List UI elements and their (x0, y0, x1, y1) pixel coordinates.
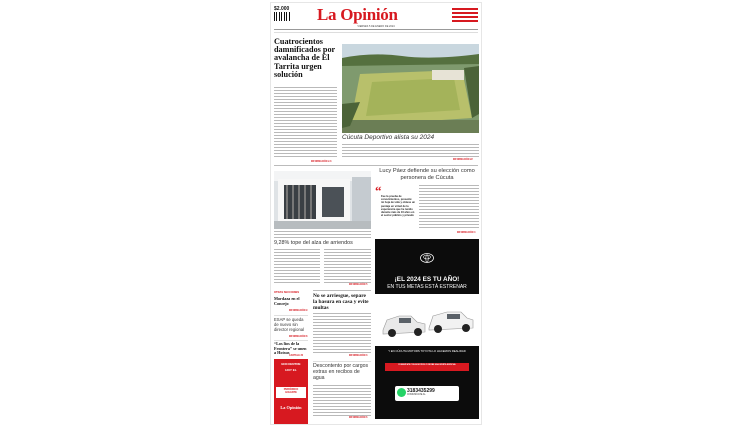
sidebar-item-more-link[interactable]: INFORMACIÓN 8 (289, 336, 308, 338)
whatsapp-icon (397, 388, 406, 397)
newspaper-logo: La Opinión (317, 5, 398, 24)
stadium-photo[interactable] (342, 44, 479, 133)
toyota-advertisement[interactable] (375, 239, 479, 419)
ad-title: ¡EL 2024 ES TU AÑO! (394, 276, 460, 283)
sidebar-divider (274, 315, 308, 316)
water-body-text (313, 385, 371, 417)
pickup-trucks-graphic (375, 294, 479, 346)
photo-caption[interactable]: Cúcuta Deportivo alista su 2024 (342, 134, 435, 141)
toyota-logo-icon (420, 253, 434, 263)
rent-headline[interactable]: 9,28% tope del alza de arriendos (274, 240, 353, 246)
masthead-divider (274, 29, 478, 30)
trash-body-text (313, 313, 371, 354)
story-divider (313, 290, 371, 291)
social-links-icon (452, 16, 478, 18)
sidebar-item-more-link[interactable]: CARTELE 30 (289, 355, 304, 357)
trash-headline[interactable]: No se arriesgue, separe la basura en casa y evite multas (313, 293, 369, 311)
sidebar-item-esap[interactable]: ESAP se queda de nuevo sin director regional (274, 317, 305, 332)
promo-line1: ENCUENTRE (281, 362, 301, 366)
sidebar-item-frontera[interactable]: “Los líos de la Frontera” se unen a Hotsus (274, 341, 307, 356)
rent-body-col1 (274, 249, 320, 283)
rent-body-col2 (324, 249, 371, 283)
lucy-body-text (419, 185, 479, 229)
ad-subtitle: EN TUS METAS ESTÁ ESTRENAR (387, 284, 467, 290)
promo-logo: La Opinión (280, 405, 302, 410)
story-divider (313, 361, 371, 362)
lucy-more-link[interactable]: INFORMACIÓN 4 (457, 232, 476, 234)
lead-headline[interactable]: Cuatrocientos damnificados por avalancha de El Tarrita urgen solución (274, 37, 336, 79)
quote-icon: “ (375, 183, 382, 198)
trash-more-link[interactable]: INFORMACIÓN 3 (349, 355, 368, 357)
promo-strip (276, 387, 306, 398)
ad-call-box[interactable] (395, 386, 459, 401)
stadium-photo-graphic (342, 44, 479, 133)
sidebar-item-mordaza[interactable]: Mordaza en el Concejo (274, 296, 300, 306)
section-divider (274, 165, 478, 166)
lucy-headline[interactable]: Lucy Páez defiende su elección como personera de Cúcuta (379, 168, 475, 181)
sidebar-section-label: OTRAS SECCIONES (274, 291, 300, 294)
promo-line2: HOY EL (285, 368, 297, 372)
price-label: $2.000 (274, 6, 290, 12)
sidebar-item-more-link[interactable]: INFORMACIÓN 9 (289, 310, 308, 312)
ad-body-text: Y EN CÚCUTA MOTORS TOYOTA LO HACEMOS REALIDAD (388, 349, 466, 353)
photo-caption-text (342, 144, 479, 157)
newspaper-front-page (270, 2, 482, 425)
building-photo-graphic (274, 171, 371, 229)
lucy-quote: Fue la prueba de conocimientos, presenté mi hoja de vida y obtuve un puntaje en virtud de la experiencia que he tenido durante más de 16 años en el sector público y privado (381, 195, 416, 218)
water-more-link[interactable]: INFORMACIÓN 6 (349, 417, 368, 419)
ad-vehicle-panel (375, 294, 479, 346)
social-links-icon (452, 12, 478, 14)
photo-more-link[interactable]: INFORMACIÓN 22 (453, 159, 473, 161)
lead-body-text (274, 87, 337, 159)
promo-strip-line2: GIGANTE (285, 391, 297, 395)
dateline: VIERNES 5 DE ENERO DE 2024 (357, 25, 395, 28)
barcode (274, 12, 291, 21)
ad-phone-number[interactable]: 3183435299 (407, 388, 435, 394)
ad-phone-label: COMUNÍCATE AL (407, 394, 426, 396)
building-photo[interactable] (274, 171, 371, 229)
lead-more-link[interactable]: INFORMACIÓN 2-3 (311, 161, 332, 163)
water-headline[interactable]: Descontento por cargos extras en recibos de agua (313, 363, 369, 381)
masthead-subline (274, 32, 478, 33)
social-links-icon (452, 20, 478, 22)
building-photo-caption (274, 231, 371, 238)
ad-offer-bar[interactable]: COMUNÍCATE CON NOSOTROS Y RECIBE UNA OFERTA ESPECIAL (385, 363, 469, 371)
social-links-icon (452, 8, 478, 10)
promo-strip-line1: PERIÓDICO (283, 388, 299, 391)
print-edition-promo[interactable] (274, 359, 308, 425)
rent-more-link[interactable]: INFORMACIÓN 5 (349, 284, 368, 286)
